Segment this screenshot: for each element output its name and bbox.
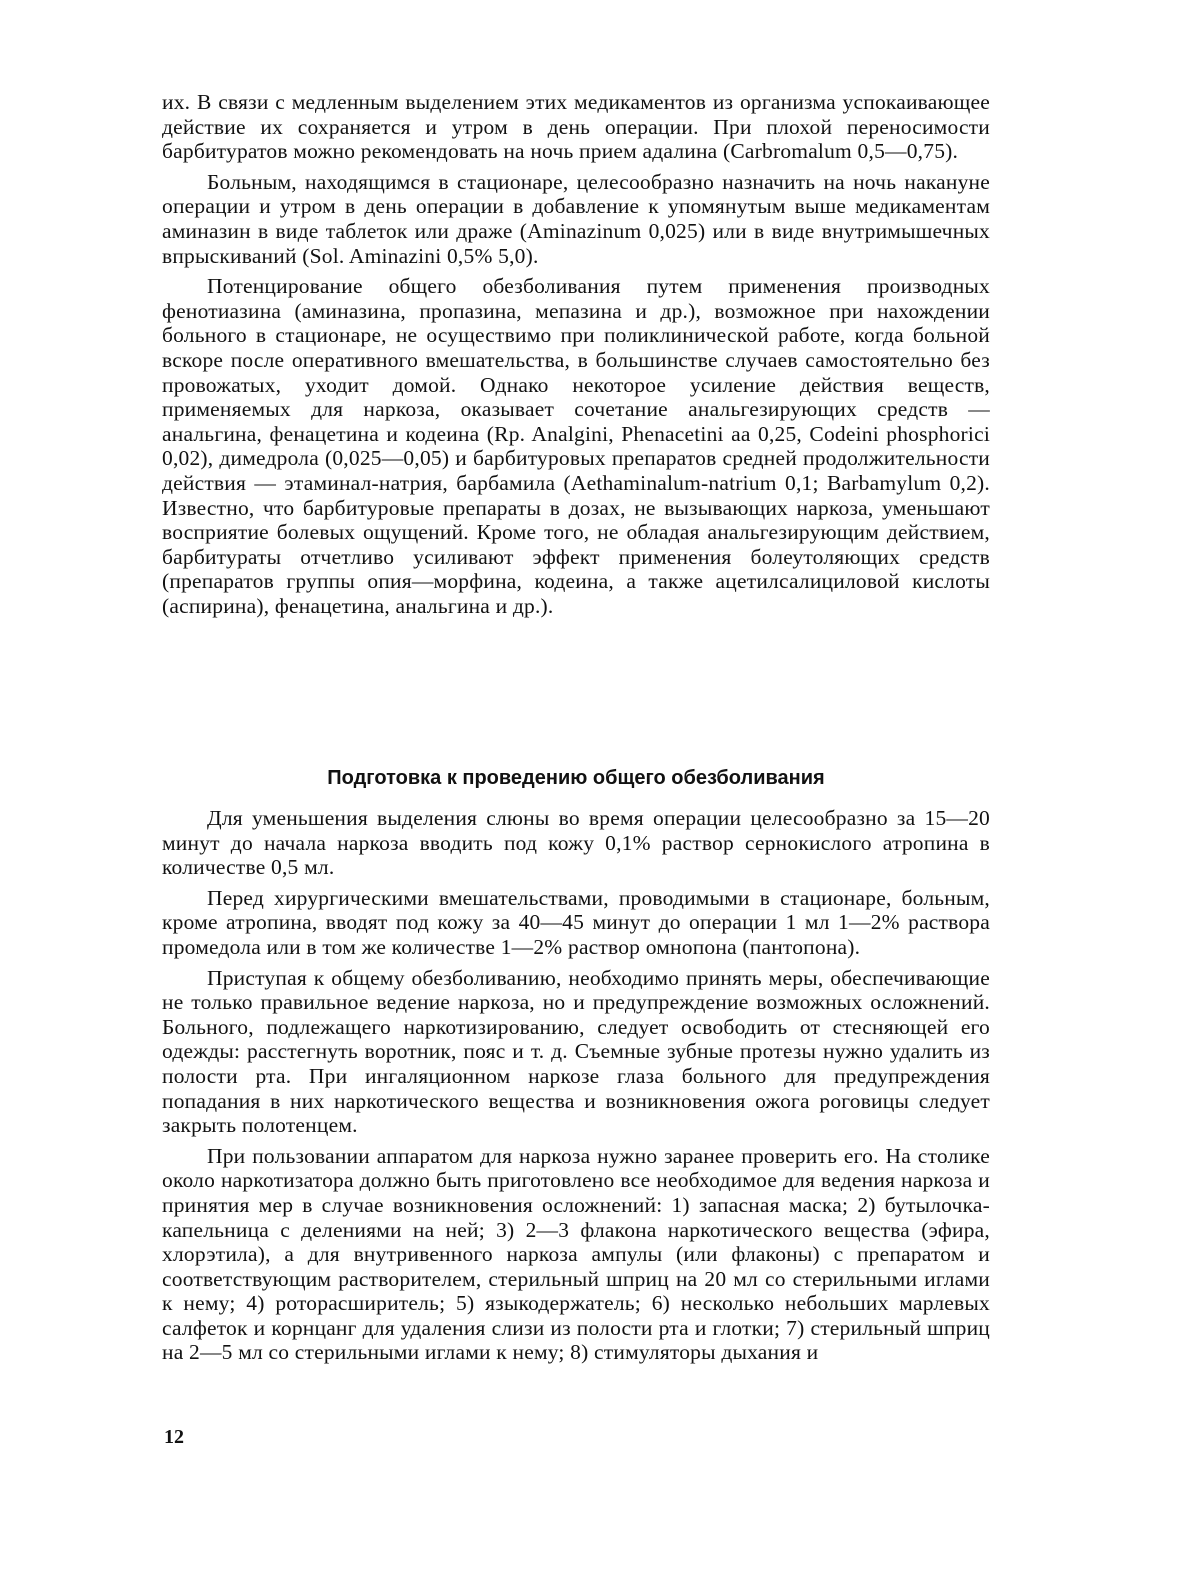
section-heading: Подготовка к проведению общего обезболивания xyxy=(327,767,825,789)
paragraph: Для уменьшения выделения слюны во время операции целесообразно за 15—20 минут до начала наркоза вводить под кожу 0,1% раствор сернокислого атропина в количестве 0,5 мл. xyxy=(162,806,990,880)
paragraph: Приступая к общему обезболиванию, необходимо принять меры, обеспечивающие не только правильное ведение наркоза, но и предупреждение возможных осложнений. Больного, подлежащего наркотизированию, следует освободить от стесняющей его одежды: расстегнуть воротник, пояс и т. д. Съемные зубные протезы нужно удалить из полости рта. При ингаляционном наркозе глаза больного для предупреждения попадания в них наркотического вещества и возникновения ожога роговицы следует закрыть полотенцем. xyxy=(162,965,990,1138)
text-block-top xyxy=(162,90,990,624)
text-block-bottom xyxy=(162,806,990,1371)
paragraph: Перед хирургическими вмешательствами, проводимыми в стационаре, больным, кроме атропина, вводят под кожу за 40—45 минут до операции 1 мл 1—2% раствора промедола или в том же количестве 1—2% раствор омнопона (пантопона). xyxy=(162,885,990,959)
paragraph: Больным, находящимся в стационаре, целесообразно назначить на ночь накануне операции и утром в день операции в добавление к упомянутым выше медикаментам аминазин в виде таблеток или драже (Aminazinum 0,025) или в виде внутримышечных впрыскиваний (Sol. Aminazini 0,5% 5,0). xyxy=(162,169,990,268)
paragraph: При пользовании аппаратом для наркоза нужно заранее проверить его. На столике около наркотизатора должно быть приготовлено все необходимое для ведения наркоза и принятия мер в случае возникновения осложнений: 1) запасная маска; 2) бутылочка-капельница с делениями на ней; 3) 2—3 флакона наркотического вещества (эфира, хлорэтила), а для внутривенного наркоза ампулы (или флаконы) с препаратом и соответствующим растворителем, стерильный шприц на 20 мл со стерильными иглами к нему; 4) роторасширитель; 5) языкодержатель; 6) несколько небольших марлевых салфеток и корнцанг для удаления слизи из полости рта и глотки; 7) стерильный шприц на 2—5 мл со стерильными иглами к нему; 8) стимуляторы дыхания и xyxy=(162,1143,990,1365)
paragraph: Потенцирование общего обезболивания путем применения производных фенотиазина (аминазина, пропазина, мепазина и др.), возможное при нахождении больного в стационаре, не осуществимо при поликлинической работе, когда больной вскоре после оперативного вмешательства, в большинстве случаев самостоятельно без провожатых, уходит домой. Однако некоторое усиление действия веществ, применяемых для наркоза, оказывает сочетание анальгезирующих средств — анальгина, фенацетина и кодеина (Rp. Analgini, Phenacetini aa 0,25, Codeini phosphorici 0,02), димедрола (0,025—0,05) и барбитуровых препаратов средней продолжительности действия — этаминал-натрия, барбамила (Aethaminalum-natrium 0,1; Barbamylum 0,2). Известно, что барбитуровые препараты в дозах, не вызывающих наркоза, уменьшают восприятие болевых ощущений. Кроме того, не обладая анальгезирующим действием, барбитураты отчетливо усиливают эффект применения болеутоляющих средств (препаратов группы опия—морфина, кодеина, а также ацетилсалициловой кислоты (аспирина), фенацетина, анальгина и др.). xyxy=(162,274,990,618)
page-number: 12 xyxy=(164,1426,184,1448)
paragraph-continuation: их. В связи с медленным выделением этих медикаментов из организма успокаивающее действие их сохраняется и утром в день операции. При плохой переносимости барбитуратов можно рекомендовать на ночь прием адалина (Carbromalum 0,5—0,75). xyxy=(162,90,990,164)
